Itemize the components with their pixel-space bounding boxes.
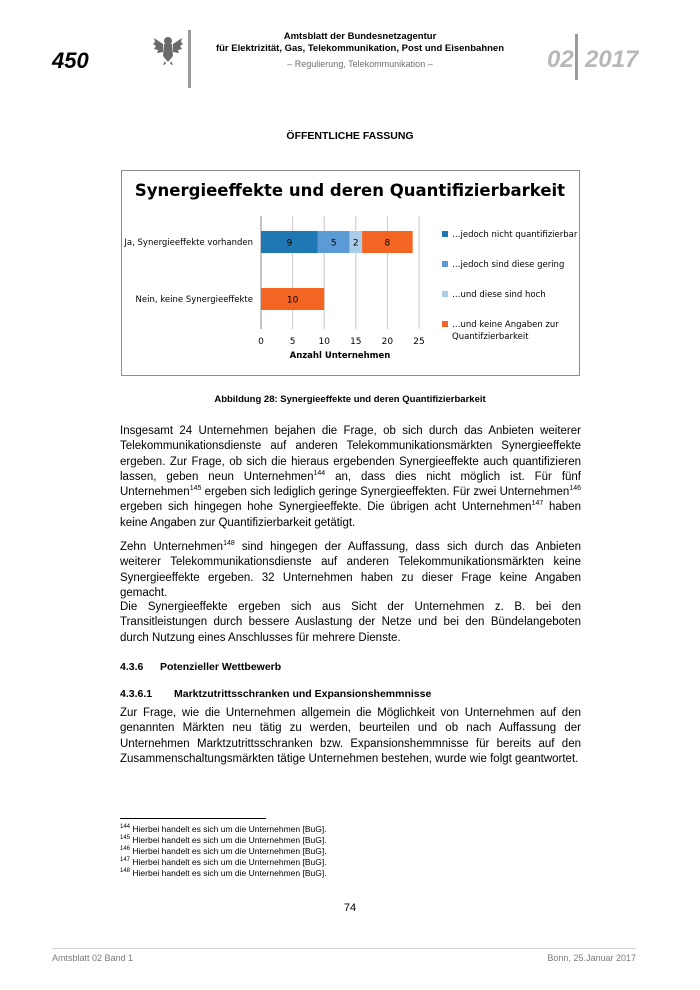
federal-eagle-icon <box>152 32 184 66</box>
page-footer-number: 74 <box>343 902 357 914</box>
footnote-148 <box>120 868 327 879</box>
x-tick-label: 20 <box>381 337 394 347</box>
heading-4-3-6-1 <box>120 688 431 700</box>
footnote-text: Hierbei handelt es sich um die Unternehmen [BuG]. <box>130 868 327 878</box>
footnote-text: Hierbei handelt es sich um die Unternehmen [BuG]. <box>130 824 327 834</box>
footnote-145 <box>120 835 327 846</box>
x-axis-title: Anzahl Unternehmen <box>289 351 391 361</box>
header-line2: für Elektrizität, Gas, Telekommunikation, Post und Eisenbahnen <box>215 43 505 54</box>
p1-text-e: haben keine Angaben zur Quantifizierbarkeit getätigt. <box>120 501 581 529</box>
x-tick-label: 5 <box>289 337 296 347</box>
issue-number: 02 <box>547 46 574 73</box>
bar-value-label: 2 <box>352 238 359 249</box>
stacked-bar-chart <box>122 171 579 375</box>
chart-title: Synergieeffekte und deren Quantifizierbarkeit <box>134 181 566 200</box>
p2-text-a: Zehn Unternehmen <box>120 541 224 553</box>
legend-label: …jedoch sind diese gering <box>452 260 565 270</box>
footnote-144 <box>120 824 327 835</box>
footnote-text: Hierbei handelt es sich um die Unternehmen [BuG]. <box>130 835 327 845</box>
x-tick-label: 10 <box>318 337 330 347</box>
footnote-number: 144 <box>120 824 131 831</box>
x-tick-label: 0 <box>258 337 264 347</box>
p1-text-b: an, dass dies nicht möglich ist. Für fünf Unternehmen <box>120 470 581 499</box>
issue-divider <box>575 34 578 80</box>
p2-text-b: sind hingegen der Auffassung, dass sich durch das Anbieten weiterer Telekommunikationsdienste auf anderen Telekommunikationsmärkten keine Synergieeffekte ergeben. 32 Unternehmen haben zu dieser Frage keine Angaben gemacht. <box>120 541 581 599</box>
legend-swatch <box>442 321 448 327</box>
paragraph-1 <box>120 424 581 531</box>
legend-label: …und keine Angaben zur <box>452 320 559 330</box>
paragraph-2 <box>120 540 581 601</box>
x-tick-label: 25 <box>413 337 425 347</box>
footnote-text: Hierbei handelt es sich um die Unternehmen [BuG]. <box>130 857 327 867</box>
footnote-147 <box>120 857 327 868</box>
heading-text: Marktzutrittsschranken und Expansionshemmnisse <box>174 688 432 700</box>
footnote-146 <box>120 846 327 857</box>
legend-label: …jedoch nicht quantifizierbar <box>452 230 578 240</box>
footnote-ref-144: 144 <box>313 470 326 478</box>
category-label: Nein, keine Synergieeffekte <box>135 295 253 305</box>
footnote-ref-146: 146 <box>569 485 581 493</box>
p1-text-c: ergeben sich lediglich geringe Synergieeffekten. Für zwei Unternehmen <box>201 486 570 499</box>
footnote-ref-145: 145 <box>189 485 202 493</box>
footnote-number: 148 <box>120 868 131 875</box>
footer-right: Bonn, 25.Januar 2017 <box>547 953 636 963</box>
bar-value-label: 5 <box>330 238 337 249</box>
legend-label: …und diese sind hoch <box>452 290 546 300</box>
header-line1: Amtsblatt der Bundesnetzagentur <box>283 31 437 42</box>
header-subtitle: – Regulierung, Telekommunikation – <box>287 59 433 69</box>
bar-value-label: 8 <box>384 238 391 249</box>
legend-swatch <box>442 291 448 297</box>
legend-label: Quantifzierbarkeit <box>452 332 529 342</box>
paragraph-3: Die Synergieeffekte ergeben sich aus Sicht der Unternehmen z. B. bei den Transitleistungen durch bessere Auslastung der Netze und bei den Bündelangeboten durch Nutzung eines Anschlusses für mehrere Dienste. <box>120 601 581 644</box>
footnote-ref-148: 148 <box>223 540 235 548</box>
legend-swatch <box>442 261 448 267</box>
bar-value-label: 9 <box>286 238 293 249</box>
p1-text-d: ergeben sich hingegen hohe Synergieeffekte. Die übrigen acht Unternehmen <box>120 501 532 514</box>
p1-text-a: Insgesamt 24 Unternehmen bejahen die Frage, ob sich durch das Anbieten weiterer Telekommunikationsdienste auf anderen Telekommunikationsmärkten Synergieeffekte ergeben. Zur Frage, ob sich die hieraus ergebenden Synergieeffekte auch quantifizieren lassen, geben neun Unternehmen <box>120 425 581 483</box>
figure-caption: Abbildung 28: Synergieeffekte und deren Quantifizierbarkeit <box>214 394 486 405</box>
heading-number: 4.3.6.1 <box>120 688 153 700</box>
header-divider <box>188 30 191 88</box>
footer-rule <box>52 948 636 949</box>
public-version-label: ÖFFENTLICHE FASSUNG <box>286 130 414 142</box>
heading-number: 4.3.6 <box>120 661 144 673</box>
issue-year: 2017 <box>585 46 639 73</box>
footnote-number: 145 <box>120 835 131 842</box>
footnote-text: Hierbei handelt es sich um die Unternehmen [BuG]. <box>130 846 327 856</box>
footnote-separator <box>120 818 266 819</box>
footnote-number: 146 <box>120 846 131 853</box>
paragraph-4: Zur Frage, wie die Unternehmen allgemein die Möglichkeit von Unternehmen auf den genannten Märkten neu tätig zu werden, beurteilen und ob nach Auffassung der Unternehmen Marktzutrittsschranken bzw. Expansionshemmnisse für bereits auf den Zusammenschaltungsmärkten tätige Unternehmen bestehen, wurde wie folgt geantwortet. <box>120 707 581 765</box>
legend-swatch <box>442 231 448 237</box>
heading-text: Potenzieller Wettbewerb <box>160 661 282 673</box>
page-number: 450 <box>52 48 89 73</box>
footer-left: Amtsblatt 02 Band 1 <box>52 953 134 963</box>
footnote-ref-147: 147 <box>531 500 544 508</box>
footnote-number: 147 <box>120 857 131 864</box>
heading-4-3-6 <box>120 661 281 673</box>
bar-value-label: 10 <box>286 295 299 306</box>
x-tick-label: 15 <box>350 337 362 347</box>
chart-container <box>121 170 580 376</box>
category-label: Ja, Synergieeffekte vorhanden <box>124 238 253 248</box>
